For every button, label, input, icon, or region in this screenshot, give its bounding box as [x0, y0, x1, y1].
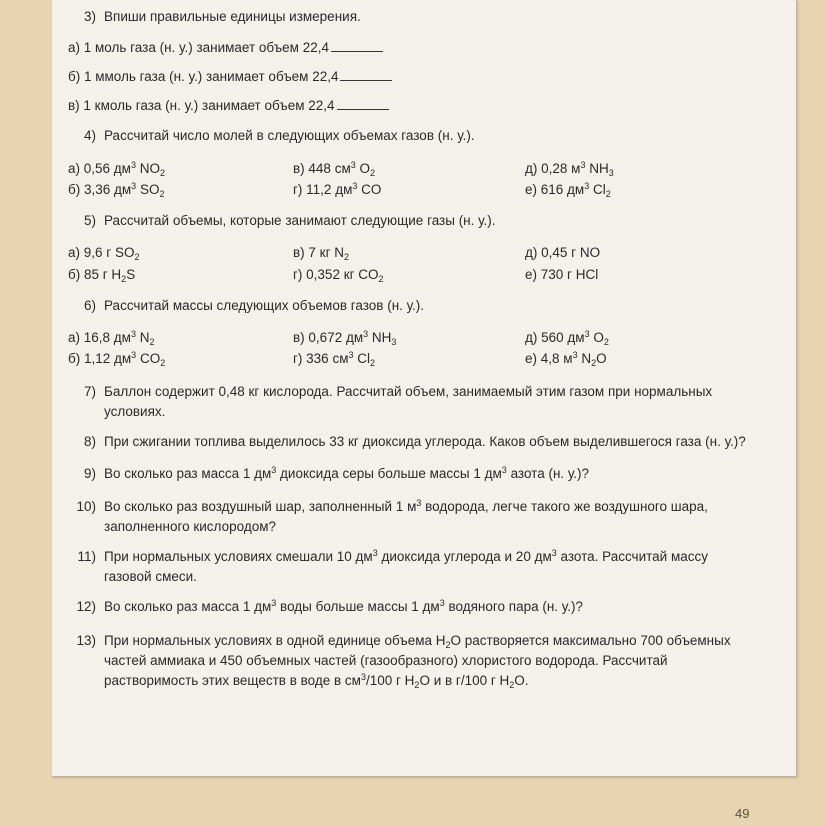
question-number: 6) — [83, 298, 96, 313]
item-5d: д) 0,45 г NO — [525, 245, 601, 260]
question-number: 3) — [83, 9, 96, 24]
item-4b: б) 3,36 $дм^3$ $SO_2$ — [68, 181, 165, 199]
question-number: 4) — [83, 128, 96, 143]
answer-line-b: б) 1 ммоль газа (н. у.) занимает объем 22,4 — [68, 69, 392, 84]
item-5v: в) 7 кг $N_2$ — [293, 245, 350, 262]
question-text: Во сколько раз масса 1 $дм^3$ диоксида серы больше массы 1 $дм^3$ азота (н. у.)? — [104, 465, 590, 481]
question-number: 5) — [83, 213, 96, 228]
question-number: 13) — [76, 633, 96, 648]
question-text: Баллон содержит 0,48 кг кислорода. Рассчитай объем, занимаемый этим газом при нормальных условиях. — [104, 384, 713, 419]
question-text: Во сколько раз масса 1 $дм^3$ воды больше массы 1 $дм^3$ водяного пара (н. у.)? — [104, 598, 583, 614]
answer-line-c: в) 1 кмоль газа (н. у.) занимает объем 22,4 — [68, 98, 389, 113]
item-6e: е) 4,8 $м^3$ $N_2O$ — [525, 350, 607, 368]
item-6v: в) 0,672 $дм^3$ $NH_3$ — [293, 329, 397, 347]
page-number: 49 — [735, 806, 750, 821]
question-text: Рассчитай число молей в следующих объемах газов (н. у.). — [104, 128, 475, 143]
question-text: При сжигании топлива выделилось 33 кг диоксида углерода. Каков объем выделившегося газа (н. у.)? — [104, 434, 746, 449]
item-4g: г) 11,2 $дм^3$ CO — [293, 181, 382, 197]
item-5e: е) 730 г HCl — [525, 267, 599, 282]
question-number: 11) — [77, 549, 96, 564]
item-4e: е) 616 $дм^3$ $Cl_2$ — [525, 181, 611, 199]
item-4d: д) 0,28 $м^3$ $NH_3$ — [525, 160, 614, 178]
item-4v: в) 448 $см^3$ $O_2$ — [293, 160, 376, 178]
question-text: Рассчитай массы следующих объемов газов (н. у.). — [104, 298, 425, 313]
question-text: Рассчитай объемы, которые занимают следующие газы (н. у.). — [104, 213, 496, 228]
item-6d: д) 560 $дм^3$ $O_2$ — [525, 329, 609, 347]
question-number: 8) — [83, 434, 96, 449]
question-text: Впиши правильные единицы измерения. — [104, 9, 361, 24]
question-number: 9) — [83, 466, 96, 481]
item-6b: б) 1,12 $дм^3$ $CO_2$ — [68, 350, 166, 368]
item-6a: а) 16,8 $дм^3$ $N_2$ — [68, 329, 155, 347]
question-number: 7) — [83, 384, 96, 399]
question-number: 12) — [76, 599, 96, 614]
question-text: При нормальных условиях смешали 10 $дм^3$ диоксида углерода и 20 $дм^3$ азота. Рассчитай массу газовой смеси. — [104, 548, 709, 584]
item-5a: а) 9,6 г $SO_2$ — [68, 245, 140, 262]
item-4a: а) 0,56 $дм^3$ $NO_2$ — [68, 160, 165, 178]
answer-line-a: а) 1 моль газа (н. у.) занимает объем 22,4 — [68, 40, 383, 55]
answer-blank[interactable] — [340, 79, 392, 81]
answer-blank[interactable] — [337, 108, 389, 110]
question-text: При нормальных условиях в одной единице объема $H_2O$ растворяется максимально 700 объемных частей аммиака и 450 объемных частей (газообразного) хлористого водорода. Рассчитай растворимость этих веществ в воде в $см^3/100$ г $H_2O$ и в г/100 г $H_2O$. — [104, 633, 731, 690]
question-number: 10) — [76, 499, 96, 514]
item-6g: г) 336 $см^3$ $Cl_2$ — [293, 350, 376, 368]
item-5b: б) 85 г $H_2S$ — [68, 267, 136, 284]
question-text: Во сколько раз воздушный шар, заполненный 1 $м^3$ водорода, легче такого же воздушного шара, заполненного кислородом? — [104, 498, 708, 534]
answer-blank[interactable] — [331, 50, 383, 52]
item-5g: г) 0,352 кг $CO_2$ — [293, 267, 384, 284]
